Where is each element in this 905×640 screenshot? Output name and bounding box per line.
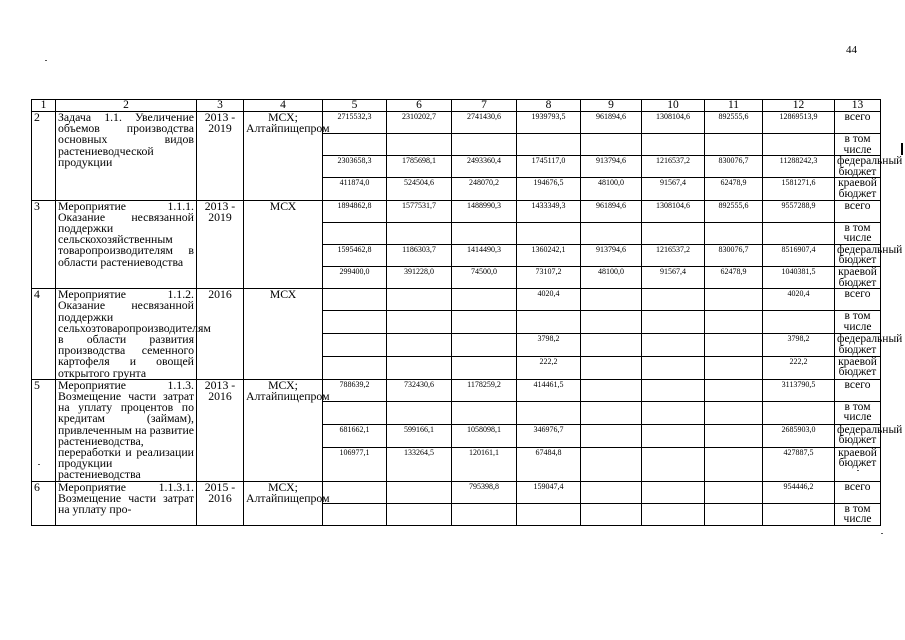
header-cell: 2 — [56, 100, 197, 112]
header-cell: 3 — [197, 100, 244, 112]
header-cell: 9 — [581, 100, 642, 112]
amount-cell — [387, 222, 452, 244]
header-cell: 12 — [763, 100, 835, 112]
amount-cell — [323, 134, 387, 156]
amount-cell — [581, 356, 642, 379]
amount-cell — [581, 311, 642, 334]
amount-cell — [642, 481, 705, 503]
amount-cell — [387, 356, 452, 379]
amount-cell: 913794,6 — [581, 156, 642, 178]
amount-cell — [642, 134, 705, 156]
amount-cell — [517, 401, 581, 424]
amount-cell — [581, 134, 642, 156]
header-cell: 5 — [323, 100, 387, 112]
amount-cell: 2310202,7 — [387, 112, 452, 134]
amount-cell: 3798,2 — [763, 334, 835, 357]
task-name: Мероприятие 1.1.2. Оказание несвязанной поддержки сельхозтоваропроизводителям в области развития производства семенного картофеля и овощей открытого грунта — [56, 289, 197, 380]
amount-cell — [642, 379, 705, 401]
amount-cell: 1894862,8 — [323, 200, 387, 222]
funding-source: в том числе — [835, 134, 881, 156]
amount-cell: 795398,8 — [452, 481, 517, 503]
executor: МСХ — [244, 289, 323, 380]
amount-cell — [581, 334, 642, 357]
amount-cell: 299400,0 — [323, 266, 387, 288]
amount-cell — [517, 311, 581, 334]
amount-cell — [642, 401, 705, 424]
funding-source: краевой бюджет — [835, 447, 881, 481]
amount-cell — [581, 222, 642, 244]
amount-cell: 346976,7 — [517, 424, 581, 447]
amount-cell — [387, 481, 452, 503]
table-row — [32, 379, 881, 390]
amount-cell — [517, 134, 581, 156]
amount-cell: 91567,4 — [642, 266, 705, 288]
amount-cell: 48100,0 — [581, 178, 642, 200]
amount-cell: 732430,6 — [387, 379, 452, 401]
amount-cell — [581, 503, 642, 525]
funding-source: в том числе — [835, 401, 881, 424]
amount-cell — [705, 289, 763, 311]
table-row — [32, 112, 881, 123]
period: 2013 - 2019 — [197, 112, 244, 201]
margin-mark — [901, 143, 903, 155]
amount-cell — [387, 311, 452, 334]
funding-source: всего — [835, 379, 881, 401]
amount-cell — [581, 481, 642, 503]
amount-cell — [581, 379, 642, 401]
row-number: 3 — [32, 200, 56, 289]
amount-cell — [705, 222, 763, 244]
amount-cell: 11288242,3 — [763, 156, 835, 178]
amount-cell: 1433349,3 — [517, 200, 581, 222]
amount-cell — [452, 356, 517, 379]
amount-cell — [452, 401, 517, 424]
amount-cell: 913794,6 — [581, 244, 642, 266]
amount-cell — [642, 424, 705, 447]
amount-cell: 159047,4 — [517, 481, 581, 503]
header-cell: 1 — [32, 100, 56, 112]
amount-cell: 248070,2 — [452, 178, 517, 200]
scan-speck — [45, 60, 47, 61]
amount-cell — [387, 401, 452, 424]
amount-cell: 2685903,0 — [763, 424, 835, 447]
amount-cell: 2715532,3 — [323, 112, 387, 134]
amount-cell: 1216537,2 — [642, 244, 705, 266]
table-body — [32, 110, 903, 526]
amount-cell — [323, 289, 387, 311]
amount-cell — [452, 503, 517, 525]
amount-cell: 1360242,1 — [517, 244, 581, 266]
funding-source: краевой бюджет — [835, 178, 881, 200]
period: 2013 - 2019 — [197, 200, 244, 289]
amount-cell: 1058098,1 — [452, 424, 517, 447]
amount-cell — [642, 222, 705, 244]
amount-cell: 830076,7 — [705, 244, 763, 266]
amount-cell: 62478,9 — [705, 266, 763, 288]
amount-cell — [705, 447, 763, 481]
funding-source: в том числе — [835, 222, 881, 244]
amount-cell — [323, 222, 387, 244]
executor: МСХ — [244, 200, 323, 289]
row-number: 6 — [32, 481, 56, 525]
amount-cell — [642, 311, 705, 334]
amount-cell — [323, 356, 387, 379]
task-name: Мероприятие 1.1.1. Оказание несвязанной поддержки сельскохозяйственным товаропроизводителям в области растениеводства — [56, 200, 197, 289]
amount-cell — [323, 401, 387, 424]
amount-cell — [642, 503, 705, 525]
amount-cell: 48100,0 — [581, 266, 642, 288]
header-cell: 8 — [517, 100, 581, 112]
amount-cell: 194676,5 — [517, 178, 581, 200]
scan-speck — [38, 464, 40, 465]
funding-source: федеральный бюджет — [835, 424, 881, 447]
amount-cell: 62478,9 — [705, 178, 763, 200]
amount-cell: 73107,2 — [517, 266, 581, 288]
amount-cell: 1186303,7 — [387, 244, 452, 266]
amount-cell — [705, 503, 763, 525]
amount-cell: 74500,0 — [452, 266, 517, 288]
amount-cell — [763, 503, 835, 525]
amount-cell — [387, 289, 452, 311]
amount-cell: 133264,5 — [387, 447, 452, 481]
program-table — [31, 99, 903, 526]
amount-cell: 2493360,4 — [452, 156, 517, 178]
funding-source: в том числе — [835, 503, 881, 525]
amount-cell — [763, 134, 835, 156]
amount-cell: 3113790,5 — [763, 379, 835, 401]
amount-cell — [323, 311, 387, 334]
amount-cell: 391228,0 — [387, 266, 452, 288]
amount-cell: 961894,6 — [581, 200, 642, 222]
row-number: 2 — [32, 112, 56, 201]
amount-cell — [517, 222, 581, 244]
header-cell: 6 — [387, 100, 452, 112]
executor: МСХ; Алтайпищепром — [244, 481, 323, 525]
header-cell: 7 — [452, 100, 517, 112]
amount-cell: 830076,7 — [705, 156, 763, 178]
amount-cell — [387, 334, 452, 357]
amount-cell: 1216537,2 — [642, 156, 705, 178]
amount-cell — [705, 134, 763, 156]
header-cell: 10 — [642, 100, 705, 112]
funding-source: федеральный бюджет — [835, 334, 881, 357]
amount-cell: 411874,0 — [323, 178, 387, 200]
amount-cell: 892555,6 — [705, 112, 763, 134]
task-name: Мероприятие 1.1.3.1. Возмещение части затрат на уплату про- — [56, 481, 197, 525]
amount-cell — [452, 311, 517, 334]
amount-cell: 120161,1 — [452, 447, 517, 481]
amount-cell: 1785698,1 — [387, 156, 452, 178]
amount-cell: 1488990,3 — [452, 200, 517, 222]
amount-cell — [387, 134, 452, 156]
amount-cell — [581, 289, 642, 311]
amount-cell — [705, 481, 763, 503]
amount-cell: 2741430,6 — [452, 112, 517, 134]
amount-cell — [763, 311, 835, 334]
task-name: Мероприятие 1.1.3. Возмещение части затрат на уплату процентов по кредитам (займам), привлеченным на развитие растениеводства, переработки и реализации продукции растениеводства — [56, 379, 197, 481]
amount-cell: 2303658,3 — [323, 156, 387, 178]
amount-cell: 4020,4 — [517, 289, 581, 311]
funding-source: всего — [835, 289, 881, 311]
executor: МСХ; Алтайпищепром — [244, 112, 323, 201]
amount-cell: 106977,1 — [323, 447, 387, 481]
amount-cell — [642, 334, 705, 357]
amount-cell — [763, 222, 835, 244]
amount-cell: 524504,6 — [387, 178, 452, 200]
amount-cell — [452, 134, 517, 156]
amount-cell: 427887,5 — [763, 447, 835, 481]
amount-cell: 1040381,5 — [763, 266, 835, 288]
amount-cell — [452, 222, 517, 244]
amount-cell: 788639,2 — [323, 379, 387, 401]
amount-cell: 1939793,5 — [517, 112, 581, 134]
amount-cell — [387, 503, 452, 525]
amount-cell: 599166,1 — [387, 424, 452, 447]
amount-cell: 1595462,8 — [323, 244, 387, 266]
row-number: 4 — [32, 289, 56, 380]
amount-cell — [581, 424, 642, 447]
funding-source: краевой бюджет — [835, 266, 881, 288]
executor: МСХ; Алтайпищепром — [244, 379, 323, 481]
amount-cell: 222,2 — [763, 356, 835, 379]
header-cell: 11 — [705, 100, 763, 112]
table-row — [32, 289, 881, 300]
amount-cell — [452, 334, 517, 357]
amount-cell: 1308104,6 — [642, 200, 705, 222]
amount-cell: 1308104,6 — [642, 112, 705, 134]
funding-source: федеральный бюджет — [835, 156, 881, 178]
amount-cell: 3798,2 — [517, 334, 581, 357]
amount-cell — [323, 503, 387, 525]
period: 2013 - 2016 — [197, 379, 244, 481]
period: 2016 — [197, 289, 244, 380]
amount-cell — [763, 401, 835, 424]
amount-cell: 1745117,0 — [517, 156, 581, 178]
amount-cell: 1178259,2 — [452, 379, 517, 401]
table-row — [32, 481, 881, 492]
funding-source: всего — [835, 112, 881, 134]
amount-cell — [517, 503, 581, 525]
amount-cell — [581, 401, 642, 424]
table-row — [32, 200, 881, 211]
amount-cell: 681662,1 — [323, 424, 387, 447]
amount-cell — [705, 401, 763, 424]
funding-source: краевой бюджет — [835, 356, 881, 379]
amount-cell — [323, 334, 387, 357]
amount-cell — [705, 334, 763, 357]
header-cell: 4 — [244, 100, 323, 112]
funding-source: всего — [835, 481, 881, 503]
amount-cell: 961894,6 — [581, 112, 642, 134]
task-name: Задача 1.1. Увеличение объемов производства основных видов растениеводческой продукции — [56, 112, 197, 201]
amount-cell: 4020,4 — [763, 289, 835, 311]
scan-speck — [881, 533, 883, 534]
amount-cell — [642, 289, 705, 311]
amount-cell: 8516907,4 — [763, 244, 835, 266]
amount-cell — [642, 356, 705, 379]
period: 2015 - 2016 — [197, 481, 244, 525]
amount-cell — [705, 311, 763, 334]
amount-cell: 1577531,7 — [387, 200, 452, 222]
amount-cell — [705, 379, 763, 401]
amount-cell: 91567,4 — [642, 178, 705, 200]
amount-cell: 414461,5 — [517, 379, 581, 401]
row-number: 5 — [32, 379, 56, 481]
amount-cell: 892555,6 — [705, 200, 763, 222]
scan-speck — [857, 470, 859, 471]
amount-cell — [705, 356, 763, 379]
amount-cell — [323, 481, 387, 503]
amount-cell: 12869513,9 — [763, 112, 835, 134]
header-cell: 13 — [835, 100, 881, 112]
amount-cell — [452, 289, 517, 311]
funding-source: федеральный бюджет — [835, 244, 881, 266]
amount-cell — [642, 447, 705, 481]
amount-cell — [581, 447, 642, 481]
amount-cell: 1414490,3 — [452, 244, 517, 266]
page-number: 44 — [846, 44, 857, 56]
amount-cell — [705, 424, 763, 447]
amount-cell: 1581271,6 — [763, 178, 835, 200]
funding-source: в том числе — [835, 311, 881, 334]
amount-cell: 9557288,9 — [763, 200, 835, 222]
funding-source: всего — [835, 200, 881, 222]
amount-cell: 954446,2 — [763, 481, 835, 503]
amount-cell: 222,2 — [517, 356, 581, 379]
amount-cell: 67484,8 — [517, 447, 581, 481]
